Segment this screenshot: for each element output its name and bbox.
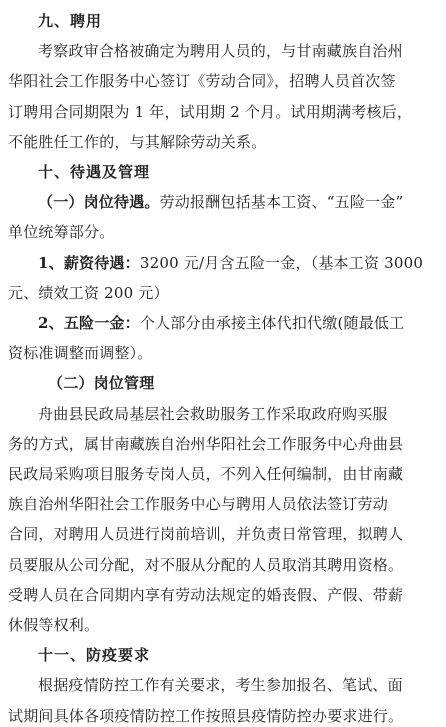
section-10-sub-1-line-1 <box>38 191 446 213</box>
section-9-heading: 九、聘用 <box>38 12 103 30</box>
section-10-item-1-line-1 <box>38 252 446 274</box>
section-10-paragraph-line-2: 务的方式，属甘南藏族自治州华阳社会工作服务中心舟曲县 <box>8 434 404 453</box>
section-10-paragraph-line-4: 族自治州华阳社会工作服务中心与聘用人员依法签订劳动 <box>8 495 389 514</box>
section-10-item-2-line-2: 资标准调整而调整）。 <box>8 344 153 363</box>
section-10-paragraph-line-7: 受聘人员在合同期内享有劳动法规定的婚丧假、产假、带薪 <box>8 585 404 604</box>
salary-label: 1、薪资待遇： <box>38 253 140 272</box>
section-10-paragraph-line-3: 民政局采购项目服务专岗人员，不列入任何编制，由甘南藏 <box>8 465 404 483</box>
section-10-paragraph-line-6: 员要服从公司分配，对不服从分配的人员取消其聘用资格。 <box>8 555 404 574</box>
section-10-sub-1-label: （一）岗位待遇。 <box>38 193 160 212</box>
section-9-paragraph-line-4: 不能胜任工作的，与其解除劳动关系。 <box>8 132 267 151</box>
salary-text: 3200 元/月含五险一金，（基本工资 3000 <box>139 253 424 272</box>
section-10-sub-2-heading: （二）岗位管理 <box>48 374 155 393</box>
section-11-heading: 十一、防疫要求 <box>38 646 151 665</box>
section-10-paragraph-line-1: 舟曲县民政局基层社会救助服务工作采取政府购买服 <box>38 404 388 423</box>
section-10-paragraph-line-5: 合同，对聘用人员进行岗前培训，并负责日常管理，拟聘人 <box>8 525 404 544</box>
section-9-paragraph-line-3: 订聘用合同期限为 1 年，试用期 2 个月。试用期满考核后， <box>8 102 413 121</box>
section-11-paragraph-line-1: 根据疫情防控工作有关要求，考生参加报名、笔试、面 <box>38 676 403 695</box>
section-10-sub-1-text: 劳动报酬包括基本工资、“五险一金” <box>159 193 404 212</box>
section-10-item-1-line-2: 元、绩效工资 200 元） <box>8 283 169 302</box>
section-10-sub-1-line-2: 单位统筹部分。 <box>8 223 115 242</box>
insurance-label: 2、五险一金： <box>38 314 140 332</box>
section-9-paragraph-line-2: 华阳社会工作服务中心签订《劳动合同》，招聘人员首次签 <box>8 72 396 91</box>
section-11-paragraph-line-2: 试期间具体各项疫情防控工作按照县疫情防控办要求进行。 <box>8 706 404 725</box>
section-10-paragraph-line-8: 休假等权利。 <box>8 616 100 634</box>
section-10-item-2-line-1 <box>38 312 446 334</box>
section-9-paragraph-line-1: 考察政审合格被确定为聘用人员的，与甘南藏族自治州 <box>38 42 403 61</box>
insurance-text: 个人部分由承接主体代扣代缴(随最低工 <box>139 314 405 332</box>
section-10-heading: 十、待遇及管理 <box>38 163 151 181</box>
